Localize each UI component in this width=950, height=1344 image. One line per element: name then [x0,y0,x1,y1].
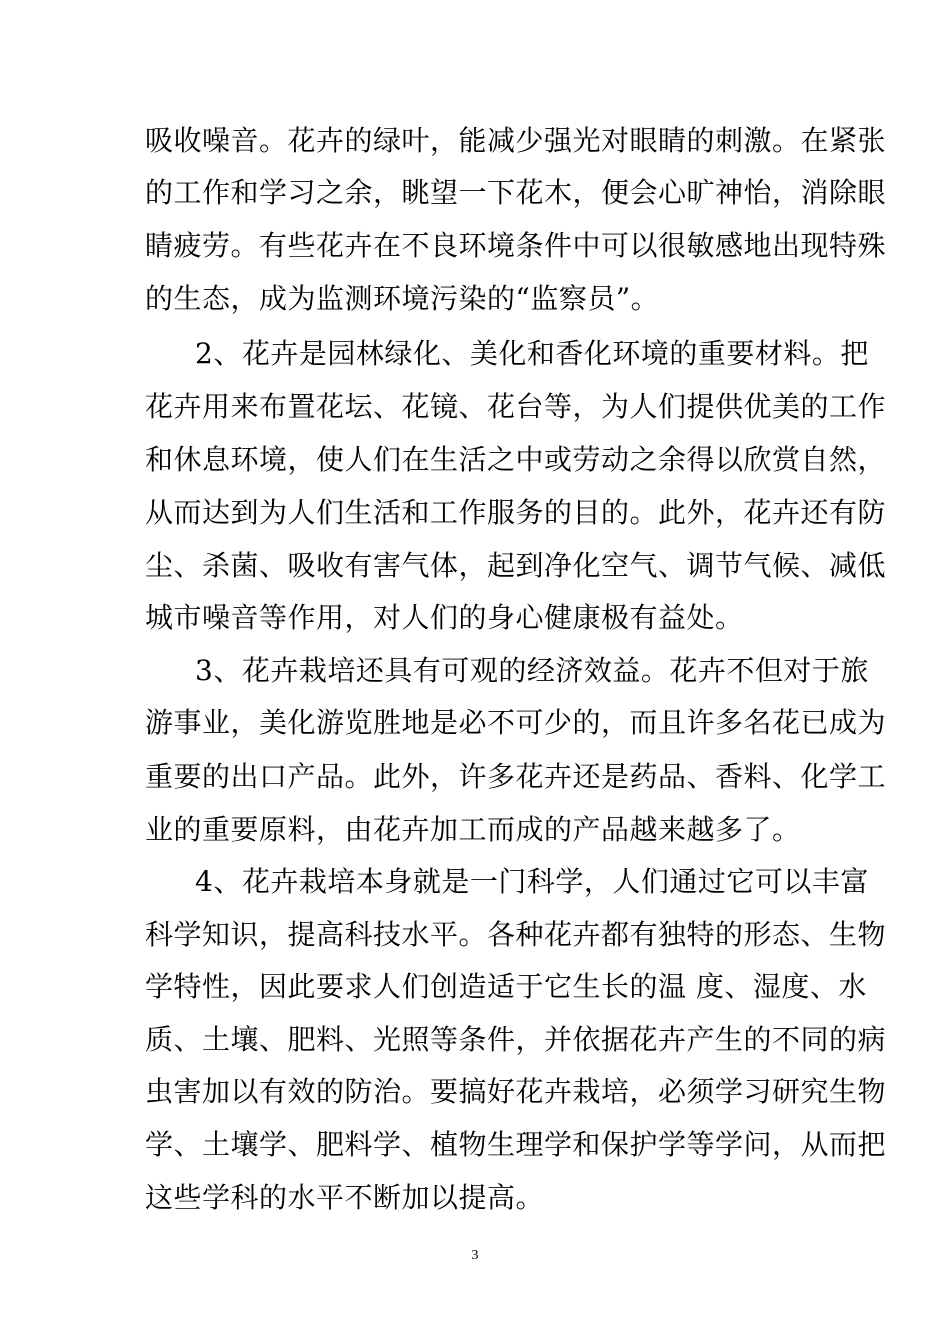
text-line: 的工作和学习之余，眺望一下花木，便会心旷神怡，消除眼 [145,176,887,209]
text-line: 科学知识，提高科技水平。各种花卉都有独特的形态、生物 [145,918,887,951]
paragraph-start-line: 2、花卉是园林绿化、美化和香化环境的重要材料。把 [195,337,869,370]
text-line: 学特性，因此要求人们创造适于它生长的温 度、湿度、水 [145,970,867,1003]
text-line: 城市噪音等作用，对人们的身心健康极有益处。 [145,601,744,634]
paragraph-start-line: 3、花卉栽培还具有可观的经济效益。花卉不但对于旅 [195,654,869,687]
text-line: 从而达到为人们生活和工作服务的目的。此外，花卉还有防 [145,496,887,529]
text-line: 的生态，成为监测环境污染的“监察员”。 [145,282,660,315]
page-number: 3 [471,1248,479,1263]
text-line: 游事业，美化游览胜地是必不可少的，而且许多名花已成为 [145,706,887,739]
text-line: 业的重要原料，由花卉加工而成的产品越来越多了。 [145,813,801,846]
text-line: 花卉用来布置花坛、花镜、花台等，为人们提供优美的工作 [145,390,887,423]
text-line: 重要的出口产品。此外，许多花卉还是药品、香料、化学工 [145,760,887,793]
text-line: 虫害加以有效的防治。要搞好花卉栽培，必须学习研究生物 [145,1075,887,1108]
text-line: 学、土壤学、肥料学、植物生理学和保护学等学问，从而把 [145,1128,887,1161]
text-line: 质、土壤、肥料、光照等条件，并依据花卉产生的不同的病 [145,1023,887,1056]
text-line: 这些学科的水平不断加以提高。 [145,1181,545,1214]
text-line: 和休息环境，使人们在生活之中或劳动之余得以欣赏自然， [145,443,887,476]
text-line: 尘、杀菌、吸收有害气体，起到净化空气、调节气候、减低 [145,549,887,582]
text-line: 吸收噪音。花卉的绿叶，能减少强光对眼睛的刺激。在紧张 [145,124,887,157]
paragraph-start-line: 4、花卉栽培本身就是一门科学，人们通过它可以丰富 [195,865,869,898]
text-line: 睛疲劳。有些花卉在不良环境条件中可以很敏感地出现特殊 [145,229,887,262]
